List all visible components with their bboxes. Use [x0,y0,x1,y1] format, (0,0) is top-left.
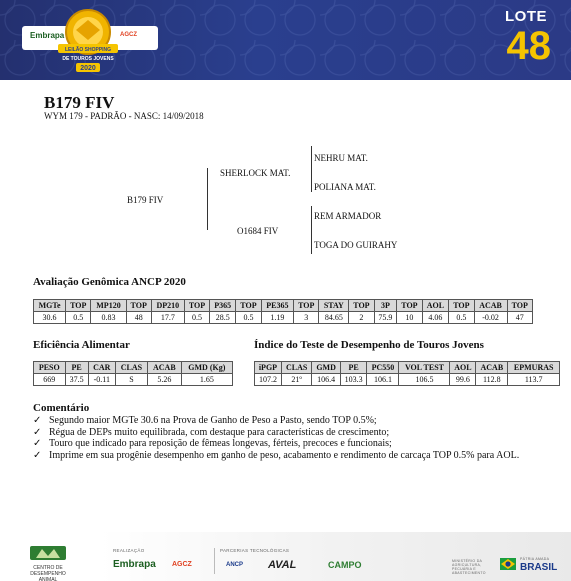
realizacao-label: REALIZAÇÃO [113,548,145,553]
feed-value-cell: 5.26 [147,374,181,386]
genomic-value-cell: 1.19 [261,312,293,324]
genomic-value-cell: 0.83 [91,312,126,324]
genomic-value-cell: 0.5 [66,312,91,324]
footer-divider [214,548,215,574]
genomic-header-cell: TOP [507,300,532,312]
performance-value-cell: 106.4 [312,374,340,386]
lote-number: 48 [506,24,551,68]
embrapa-logo: Embrapa [30,31,65,40]
pedigree-sire-sire: NEHRU MAT. [314,153,368,163]
pedigree-sire-dam: POLIANA MAT. [314,182,376,192]
genomic-table [33,299,533,324]
genomic-value-cell: 0.5 [236,312,261,324]
brasil-tag: PÁTRIA AMADA [520,557,550,561]
genomic-header-cell: 3P [374,300,397,312]
genomic-header-cell: TOP [184,300,209,312]
feed-header-cell: CLAS [115,362,147,374]
performance-value-cell: 106.5 [399,374,450,386]
genomic-header-cell: TOP [294,300,319,312]
genomic-value-cell: 30.6 [34,312,66,324]
check-icon: ✓ [33,438,42,449]
comment-list [33,415,543,461]
pedigree-dam-sire: REM ARMADOR [314,211,382,221]
ancp-logo: ANCP [226,562,244,568]
comment-text: Régua de DEPs muito equilibrada, com destaque para características de crescimento; [49,426,390,438]
genomic-header-cell: PE365 [261,300,293,312]
performance-header-cell: CLAS [281,362,312,374]
performance-value-cell: 107.2 [255,374,282,386]
comment-item [33,427,543,439]
genomic-value-cell: 10 [397,312,422,324]
genomic-value-cell: 4.06 [422,312,449,324]
genomic-value-cell: 2 [349,312,374,324]
feed-title: Eficiência Alimentar [33,339,130,351]
pedigree-dam: O1684 FIV [237,226,279,236]
feed-value-row [34,374,233,386]
lote-label: LOTE [505,8,547,25]
genomic-header-cell: ACAB [474,300,507,312]
check-icon: ✓ [33,426,42,438]
feed-header-cell: ACAB [147,362,181,374]
pedigree-connector [311,206,312,254]
genomic-header-cell: TOP [397,300,422,312]
performance-header-cell: VOL TEST [399,362,450,374]
brasil-logo: BRASIL [520,562,558,573]
feed-header-cell: CAR [88,362,115,374]
campo-logo: CAMPO [328,560,362,570]
event-emblem [52,6,124,76]
genomic-value-row [34,312,533,324]
check-icon: ✓ [33,415,42,426]
embrapa-footer-logo: Embrapa [113,559,156,570]
performance-header-cell: iPGP [255,362,282,374]
feed-value-cell: -0.11 [88,374,115,386]
animal-name: B179 FIV [44,93,115,112]
comment-item [33,415,543,427]
feed-value-cell: S [115,374,147,386]
check-icon: ✓ [33,449,42,461]
ministerio-label: MINISTÉRIO DA AGRICULTURA, PECUÁRIA E ABASTECIMENTO [452,559,486,575]
genomic-value-cell: 47 [507,312,532,324]
feed-header-row [34,362,233,374]
feed-table [33,361,233,386]
parcerias-label: PARCERIAS TECNOLÓGICAS [220,548,290,553]
emblem-text-1: LEILÃO SHOPPING [64,47,112,53]
performance-header-cell: PC550 [367,362,399,374]
genomic-header-cell: TOP [66,300,91,312]
feed-header-cell: GMD (Kg) [181,362,232,374]
comment-text: Touro que indicado para reposição de fêmeas longevas, férteis, precoces e funcionais; [49,438,392,449]
brazil-flag-icon [500,558,516,570]
performance-value-cell: 106.1 [367,374,399,386]
pedigree-connector [311,146,312,192]
genomic-header-cell: STAY [319,300,349,312]
cda-logo-icon [30,544,66,564]
genomic-header-cell: TOP [126,300,151,312]
performance-header-cell: EPMURAS [508,362,560,374]
agcz-footer-logo: AGCZ [172,561,192,568]
performance-value-cell: 21º [281,374,312,386]
performance-value-cell: 112.8 [476,374,508,386]
pedigree-dam-dam: TOGA DO GUIRAHY [314,240,398,250]
comment-text: Segundo maior MGTe 30.6 na Prova de Ganho de Peso a Pasto, sendo TOP 0.5%; [49,415,377,426]
header-banner [0,0,571,80]
genomic-header-cell: MGTe [34,300,66,312]
performance-header-cell: GMD [312,362,340,374]
genomic-header-cell: P365 [210,300,236,312]
emblem-year: 2020 [80,65,96,72]
genomic-value-cell: -0.02 [474,312,507,324]
genomic-value-cell: 0.5 [184,312,209,324]
performance-value-row [255,374,560,386]
genomic-header-cell: TOP [449,300,474,312]
performance-header-cell: AOL [450,362,476,374]
genomic-header-cell: DP210 [151,300,184,312]
pedigree-sire: SHERLOCK MAT. [220,168,291,178]
cda-label: CENTRO DE DESEMPENHO ANIMAL [30,565,66,581]
performance-value-cell: 99.6 [450,374,476,386]
aval-logo: AVAL [268,559,297,571]
feed-value-cell: 37.5 [65,374,88,386]
genomic-value-cell: 28.5 [210,312,236,324]
comment-text: Imprime em sua progênie desempenho em ganho de peso, acabamento e rendimento de carcaça TOP 0.5% para AOL. [49,449,520,461]
performance-header-row [255,362,560,374]
genomic-header-cell: TOP [236,300,261,312]
performance-title: Índice do Teste de Desempenho de Touros Jovens [254,339,484,351]
performance-value-cell: 103.3 [340,374,367,386]
footer-background [100,532,571,581]
performance-value-cell: 113.7 [508,374,560,386]
pedigree-animal: B179 FIV [127,195,164,205]
genomic-value-cell: 17.7 [151,312,184,324]
animal-subtitle: WYM 179 - PADRÃO - NASC: 14/09/2018 [44,111,204,121]
comment-title: Comentário [33,402,90,414]
feed-header-cell: PESO [34,362,66,374]
genomic-value-cell: 3 [294,312,319,324]
genomic-header-row [34,300,533,312]
footer [0,532,571,581]
feed-value-cell: 1.65 [181,374,232,386]
emblem-text-2: DE TOUROS JOVENS [62,56,114,62]
pedigree-connector [207,168,208,230]
performance-header-cell: ACAB [476,362,508,374]
agcz-logo: AGCZ [120,32,137,38]
genomic-value-cell: 0.5 [449,312,474,324]
genomic-value-cell: 75.9 [374,312,397,324]
performance-table [254,361,560,386]
comment-item [33,438,543,450]
comment-item [33,450,543,462]
genomic-header-cell: AOL [422,300,449,312]
genomic-header-cell: MP120 [91,300,126,312]
genomic-header-cell: TOP [349,300,374,312]
genomic-value-cell: 84.65 [319,312,349,324]
genomic-title: Avaliação Genômica ANCP 2020 [33,276,186,288]
feed-header-cell: PE [65,362,88,374]
feed-value-cell: 669 [34,374,66,386]
performance-header-cell: PE [340,362,367,374]
genomic-value-cell: 48 [126,312,151,324]
